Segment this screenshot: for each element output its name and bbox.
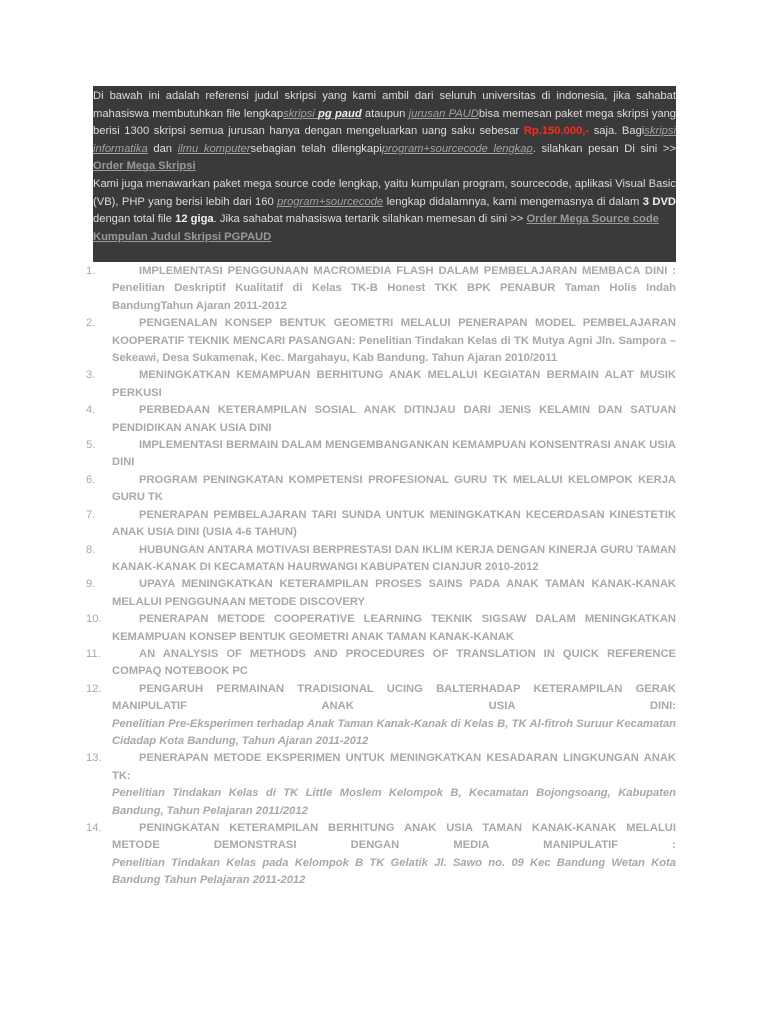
item-text — [112, 646, 676, 681]
item-title: PENINGKATAN KETERAMPILAN BERHITUNG ANAK USIA TAMAN KANAK-KANAK MELALUI METODE DEMONSTRASI DENGAN MEDIA MANIPULATIF : — [112, 822, 676, 852]
dvd-count: 3 DVD — [642, 195, 676, 208]
intro-text: dengan total file — [93, 213, 176, 226]
item-text — [112, 820, 676, 890]
item-title: PENERAPAN PEMBELAJARAN TARI SUNDA UNTUK MENINGKATKAN KECERDASAN KINESTETIK ANAK USIA DINI (USIA 4-6 TAHUN) — [112, 508, 676, 539]
item-title: PENERAPAN METODE EKSPERIMEN UNTUK MENINGKATKAN KESADARAN LINGKUNGAN ANAK TK: — [112, 752, 676, 782]
link-skripsi-informatika[interactable]: skripsi informatika — [93, 125, 676, 155]
item-text — [112, 507, 676, 542]
item-text — [112, 472, 676, 507]
list-item — [86, 472, 676, 507]
intro-text: bisa memesan paket mega skripsi yang berisi 1300 skripsi semua jurusan hanya dengan mengeluarkan uang saku sebesar — [93, 107, 676, 138]
list-item — [86, 542, 676, 577]
link-ilmu-komputer[interactable]: ilmu komputer — [177, 142, 251, 155]
item-number: 11. — [86, 647, 101, 660]
intro-text: lengkap didalamnya, kami mengemasnya di dalam — [383, 195, 643, 208]
list-item — [86, 437, 676, 472]
price: Rp.150.000,- — [523, 125, 590, 138]
item-number: 3. — [86, 369, 96, 382]
item-number: 7. — [86, 508, 96, 521]
item-text — [112, 402, 676, 437]
list-item — [86, 367, 676, 402]
link-pgpaud-label: pg paud — [318, 107, 362, 120]
item-subtitle: Penelitian Tindakan Kelas di TK Little Moslem Kelompok B, Kecamatan Bojongsoang, Kabupaten Bandung, Tahun Pelajaran 2011/2012 — [112, 787, 676, 817]
order-mega-source-code-link[interactable]: Order Mega Source code — [526, 213, 659, 226]
item-subtitle: : Penelitian Deskriptif Kualitatif di Kelas TK-B Honest TKK BPK PENABUR Taman Holis Indah BandungTahun Ajaran 2011-2012 — [112, 265, 676, 312]
item-number: 6. — [86, 473, 96, 486]
intro-box — [93, 86, 676, 262]
item-title: MENINGKATKAN KEMAMPUAN BERHITUNG ANAK MELALUI KEGIATAN BERMAIN ALAT MUSIK PERKUSI — [112, 369, 676, 399]
item-text — [112, 576, 676, 611]
item-text — [112, 750, 676, 820]
list-item — [86, 263, 676, 315]
list-item — [86, 402, 676, 437]
link-program-sourcecode-lengkap[interactable]: program+sourcecode lengkap — [381, 142, 533, 155]
link-jurusan-paud[interactable]: jurusan PAUD — [408, 107, 479, 120]
intro-text: . silahkan pesan Di sini >> — [532, 142, 676, 155]
item-number: 10. — [86, 613, 102, 626]
item-number: 13. — [86, 752, 102, 765]
list-item — [86, 315, 676, 367]
intro-text: ataupun — [361, 107, 409, 120]
item-text — [112, 542, 676, 577]
item-title: AN ANALYSIS OF METHODS AND PROCEDURES OF TRANSLATION IN QUICK REFERENCE COMPAQ NOTEBOOK PC — [112, 647, 676, 678]
list-item — [86, 820, 676, 890]
link-pgpaud[interactable] — [318, 108, 362, 120]
item-number: 14. — [86, 822, 102, 834]
file-size: 12 giga — [175, 213, 214, 226]
item-number: 2. — [86, 317, 96, 330]
item-number: 5. — [86, 439, 96, 452]
list-item — [86, 507, 676, 542]
list-item — [86, 750, 676, 820]
item-text — [112, 367, 676, 402]
intro-text: Kami juga menawarkan paket mega source code lengkap, yaitu kumpulan program, sourcecode, aplikasi Visual Basic (VB), PHP yang berisi lebih dari 160 — [93, 177, 676, 208]
kumpulan-judul-link[interactable]: Kumpulan Judul Skripsi PGPAUD — [93, 230, 272, 243]
item-title: PROGRAM PENINGKATAN KOMPETENSI PROFESIONAL GURU TK MELALUI KELOMPOK KERJA GURU TK — [112, 473, 676, 504]
intro-text: sebagian telah dilengkapi — [250, 142, 382, 155]
item-number: 1. — [86, 265, 96, 277]
item-number: 8. — [86, 543, 96, 556]
list-item — [86, 681, 676, 751]
item-subtitle: Penelitian Tindakan Kelas pada Kelompok B TK Gelatik Jl. Sawo no. 09 Kec Bandung Wetan Kota Bandung Tahun Pelajaran 2011-2012 — [112, 856, 676, 887]
intro-text: Di bawah ini adalah referensi judul skripsi yang kami ambil dari seluruh universitas di indonesia, jika sahabat mahasiswa membutuhkan file lengkap — [93, 90, 676, 120]
order-mega-skripsi-link[interactable]: Order Mega Skripsi — [93, 160, 196, 173]
item-number: 12. — [86, 682, 102, 695]
item-text — [112, 315, 676, 367]
item-title: HUBUNGAN ANTARA MOTIVASI BERPRESTASI DAN IKLIM KERJA DENGAN KINERJA GURU TAMAN KANAK-KANAK DI KECAMATAN HAURWANGI KABUPATEN CIANJUR 2010-2012 — [112, 543, 676, 573]
item-title: PERBEDAAN KETERAMPILAN SOSIAL ANAK DITINJAU DARI JENIS KELAMIN DAN SATUAN PENDIDIKAN ANAK USIA DINI — [112, 404, 676, 434]
intro-text: dan — [147, 142, 178, 155]
intro-text: . Jika sahabat mahasiswa tertarik silahkan memesan di sini >> — [213, 213, 527, 226]
link-skripsi[interactable]: skripsi — [283, 107, 319, 120]
item-text — [112, 437, 676, 472]
item-subtitle: Penelitian Pre-Eksperimen terhadap Anak Taman Kanak-Kanak di Kelas B, TK Al-fitroh Suruur Kecamatan Cidadap Kota Bandung, Tahun Ajaran 2011-2012 — [112, 717, 676, 747]
list-item — [86, 576, 676, 611]
item-subtitle: Penelitian Tindakan Kelas di TK Mutya Agni Jln. Sampora – Sekeawi, Desa Sukamenak, Kec. Margahayu, Kab Bandung. Tahun Ajaran 2010/2011 — [112, 334, 676, 365]
thesis-list — [86, 263, 676, 890]
item-title: IMPLEMENTASI BERMAIN DALAM MENGEMBANGANKAN KEMAMPUAN KONSENTRASI ANAK USIA DINI — [112, 439, 676, 469]
item-number: 9. — [86, 578, 96, 591]
item-text — [112, 681, 676, 751]
item-title: UPAYA MENINGKATKAN KETERAMPILAN PROSES SAINS PADA ANAK TAMAN KANAK-KANAK MELALUI PENGGUNAAN METODE DISCOVERY — [112, 578, 676, 608]
link-program-sourcecode[interactable]: program+sourcecode — [277, 195, 384, 208]
item-text — [112, 263, 676, 315]
item-text — [112, 611, 676, 646]
list-item — [86, 611, 676, 646]
item-title: PENGENALAN KONSEP BENTUK GEOMETRI MELALUI PENERAPAN MODEL PEMBELAJARAN KOOPERATIF TEKNIK MENCARI PASANGAN: — [112, 317, 676, 347]
list-item — [86, 646, 676, 681]
item-number: 4. — [86, 404, 96, 417]
intro-text: saja. Bagi — [589, 125, 645, 138]
item-title: PENERAPAN METODE COOPERATIVE LEARNING TEKNIK SIGSAW DALAM MENINGKATKAN KEMAMPUAN KONSEP BENTUK GEOMETRI ANAK TAMAN KANAK-KANAK — [112, 613, 676, 643]
item-title: IMPLEMENTASI PENGGUNAAN MACROMEDIA FLASH DALAM PEMBELAJARAN MEMBACA DINI — [139, 265, 668, 277]
item-title: PENGARUH PERMAINAN TRADISIONAL UCING BALTERHADAP KETERAMPILAN GERAK MANIPULATIF ANAK USIA DINI: — [112, 682, 676, 713]
